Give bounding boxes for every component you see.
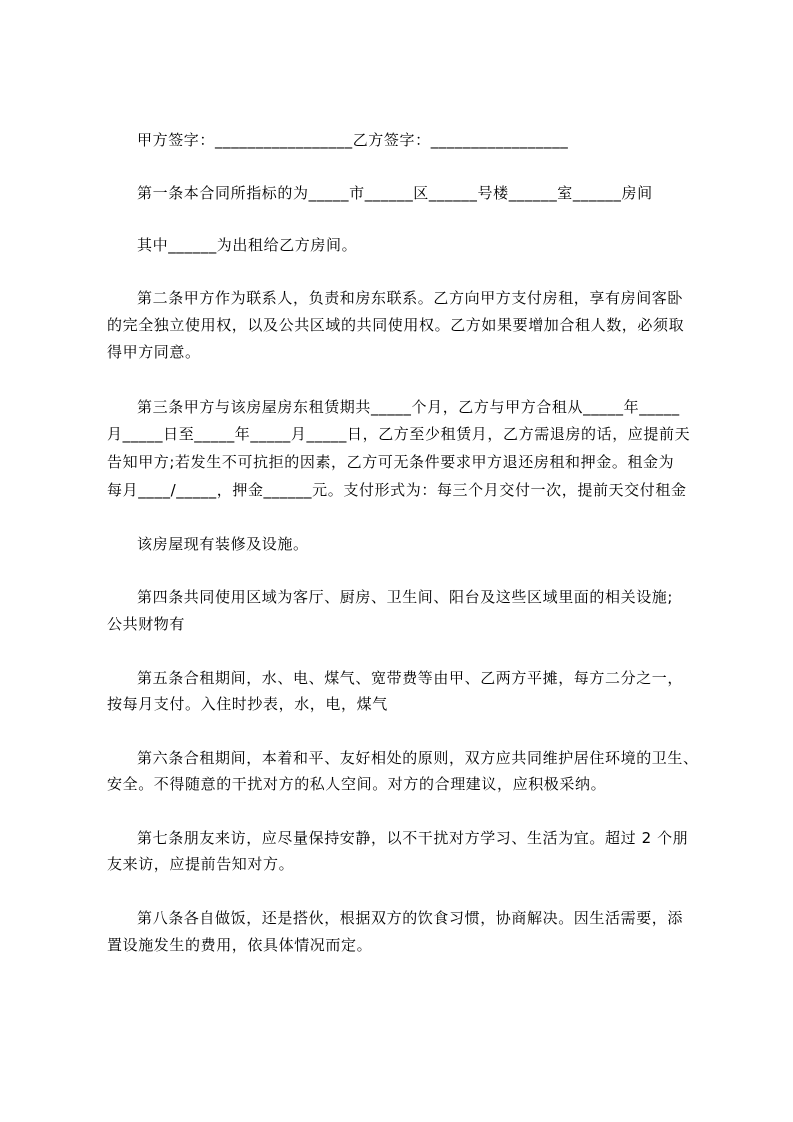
article-1: 第一条本合同所指标的为_____市______区______号楼______室______房间 bbox=[137, 184, 653, 202]
article-5-line: 按每月支付。入住时抄表，水，电，煤气 bbox=[107, 695, 388, 713]
article-1-room: 其中______为出租给乙方房间。 bbox=[137, 236, 358, 254]
article-2-line: 的完全独立使用权，以及公共区域的共同使用权。乙方如果要增加合租人数，必须取 bbox=[107, 316, 685, 334]
article-8-line: 第八条各自做饭，还是搭伙，根据双方的饮食习惯，协商解决。因生活需要，添 bbox=[137, 909, 684, 927]
article-7-line: 友来访，应提前告知对方。 bbox=[107, 855, 295, 873]
article-2-line: 得甲方同意。 bbox=[107, 343, 201, 361]
article-6-line: 第六条合租期间，本着和平、友好相处的原则，双方应共同维护居住环境的卫生、 bbox=[137, 749, 699, 767]
article-3-line: 月_____日至_____年_____月_____日，乙方至少租赁月，乙方需退房的话，应提前天 bbox=[107, 425, 691, 443]
article-5-line: 第五条合租期间，水、电、煤气、宽带费等由甲、乙两方平摊，每方二分之一， bbox=[137, 669, 684, 687]
article-4-line: 第四条共同使用区域为客厅、厨房、卫生间、阳台及这些区域里面的相关设施; bbox=[137, 588, 674, 606]
article-2-line: 第二条甲方作为联系人，负责和房东联系。乙方向甲方支付房租，享有房间客卧 bbox=[137, 289, 684, 307]
article-3-line: 每月____/_____，押金______元。支付形式为：每三个月交付一次，提前天交付租金 bbox=[107, 481, 687, 499]
article-6-line: 安全。不得随意的干扰对方的私人空间。对方的合理建议，应积极采纳。 bbox=[107, 775, 607, 793]
article-8-line: 置设施发生的费用，依具体情况而定。 bbox=[107, 936, 373, 954]
article-4-line: 公共财物有 bbox=[107, 615, 186, 633]
article-3-line: 第三条甲方与该房屋房东租赁期共_____个月，乙方与甲方合租从_____年_____ bbox=[137, 398, 680, 416]
article-7-line: 第七条朋友来访，应尽量保持安静，以不干扰对方学习、生活为宜。超过 2 个朋 bbox=[137, 829, 689, 847]
article-3-line: 告知甲方;若发生不可抗拒的因素，乙方可无条件要求甲方退还房租和押金。租金为 bbox=[107, 453, 675, 471]
signature-line: 甲方签字：_________________乙方签字：_________________ bbox=[137, 131, 569, 149]
facilities-line: 该房屋现有装修及设施。 bbox=[137, 535, 309, 553]
